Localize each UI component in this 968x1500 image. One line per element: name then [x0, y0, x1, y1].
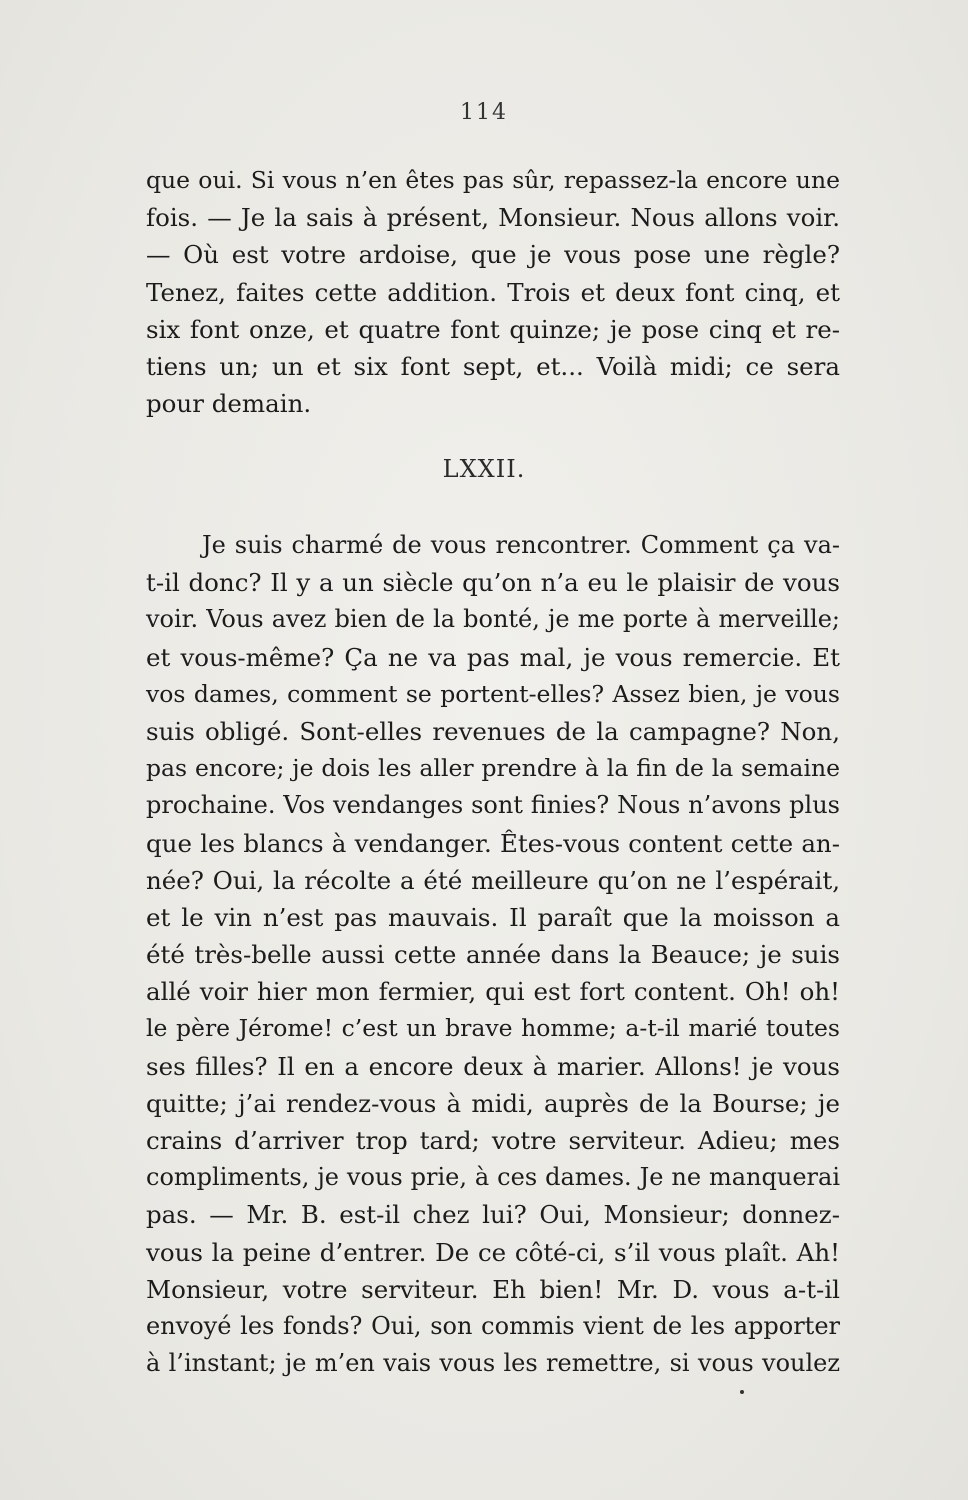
text-line: et vous-même? Ça ne va pas mal, je vous remercie. Et	[146, 642, 840, 672]
section-heading: LXXII.	[442, 455, 526, 483]
text-line: pour demain.	[146, 389, 312, 419]
text-line: Tenez, faites cette addition. Trois et deux font cinq, et	[146, 277, 840, 307]
text-line: envoyé les fonds? Oui, son commis vient de les apporter	[146, 1311, 840, 1340]
text-line: fois. — Je la sais à présent, Monsieur. Nous allons voir.	[146, 203, 840, 233]
text-line: crains d’arriver trop tard; votre serviteur. Adieu; mes	[146, 1126, 840, 1155]
text-line: pas encore; je dois les aller prendre à la fin de la semaine	[146, 754, 840, 783]
text-line: et le vin n’est pas mauvais. Il paraît que la moisson a	[146, 902, 840, 932]
text-line: née? Oui, la récolte a été meilleure qu’on ne l’espérait,	[146, 865, 840, 895]
text-line: que les blancs à vendanger. Êtes-vous content cette an-	[146, 828, 840, 858]
text-line: — Où est votre ardoise, que je vous pose une règle?	[146, 240, 840, 270]
page-number: 114	[460, 100, 508, 125]
text-line: suis obligé. Sont-elles revenues de la campagne? Non,	[146, 716, 840, 746]
paragraph-continuation	[146, 162, 840, 422]
text-line: tiens un; un et six font sept, et... Voilà midi; ce sera	[146, 351, 840, 381]
text-line: quitte; j’ai rendez-vous à midi, auprès de la Bourse; je	[146, 1088, 840, 1118]
text-line: pas. — Mr. B. est-il chez lui? Oui, Monsieur; donnez-	[146, 1200, 840, 1230]
text-line: été très-belle aussi cette année dans la Beauce; je suis	[146, 940, 840, 970]
text-line: que oui. Si vous n’en êtes pas sûr, repassez-la encore une	[146, 166, 840, 194]
text-line: le père Jérome! c’est un brave homme; a-t-il marié toutes	[146, 1014, 840, 1043]
text-line: Je suis charmé de vous rencontrer. Comment ça va-	[202, 531, 840, 559]
text-line: compliments, je vous prie, à ces dames. Je ne manquerai	[146, 1163, 840, 1192]
text-line: vos dames, comment se portent-elles? Assez bien, je vous	[146, 679, 840, 708]
text-line: ses filles? Il en a encore deux à marier. Allons! je vous	[146, 1051, 840, 1081]
text-line: t-il donc? Il y a un siècle qu’on n’a eu le plaisir de vous	[146, 568, 840, 598]
text-line: vous la peine d’entrer. De ce côté-ci, s’il vous plaît. Ah!	[146, 1237, 840, 1267]
text-line: Monsieur, votre serviteur. Eh bien! Mr. D. vous a-t-il	[146, 1274, 840, 1304]
text-line: voir. Vous avez bien de la bonté, je me porte à merveille;	[146, 605, 840, 634]
text-line: allé voir hier mon fermier, qui est fort content. Oh! oh!	[146, 977, 840, 1007]
text-line: à l’instant; je m’en vais vous les remettre, si vous voulez	[146, 1349, 840, 1378]
text-line: prochaine. Vos vendanges sont finies? Nous n’avons plus	[146, 791, 840, 820]
dialogue-paragraph	[146, 527, 840, 1382]
text-line: six font onze, et quatre font quinze; je pose cinq et re-	[146, 314, 840, 344]
ink-speck	[740, 1390, 744, 1394]
